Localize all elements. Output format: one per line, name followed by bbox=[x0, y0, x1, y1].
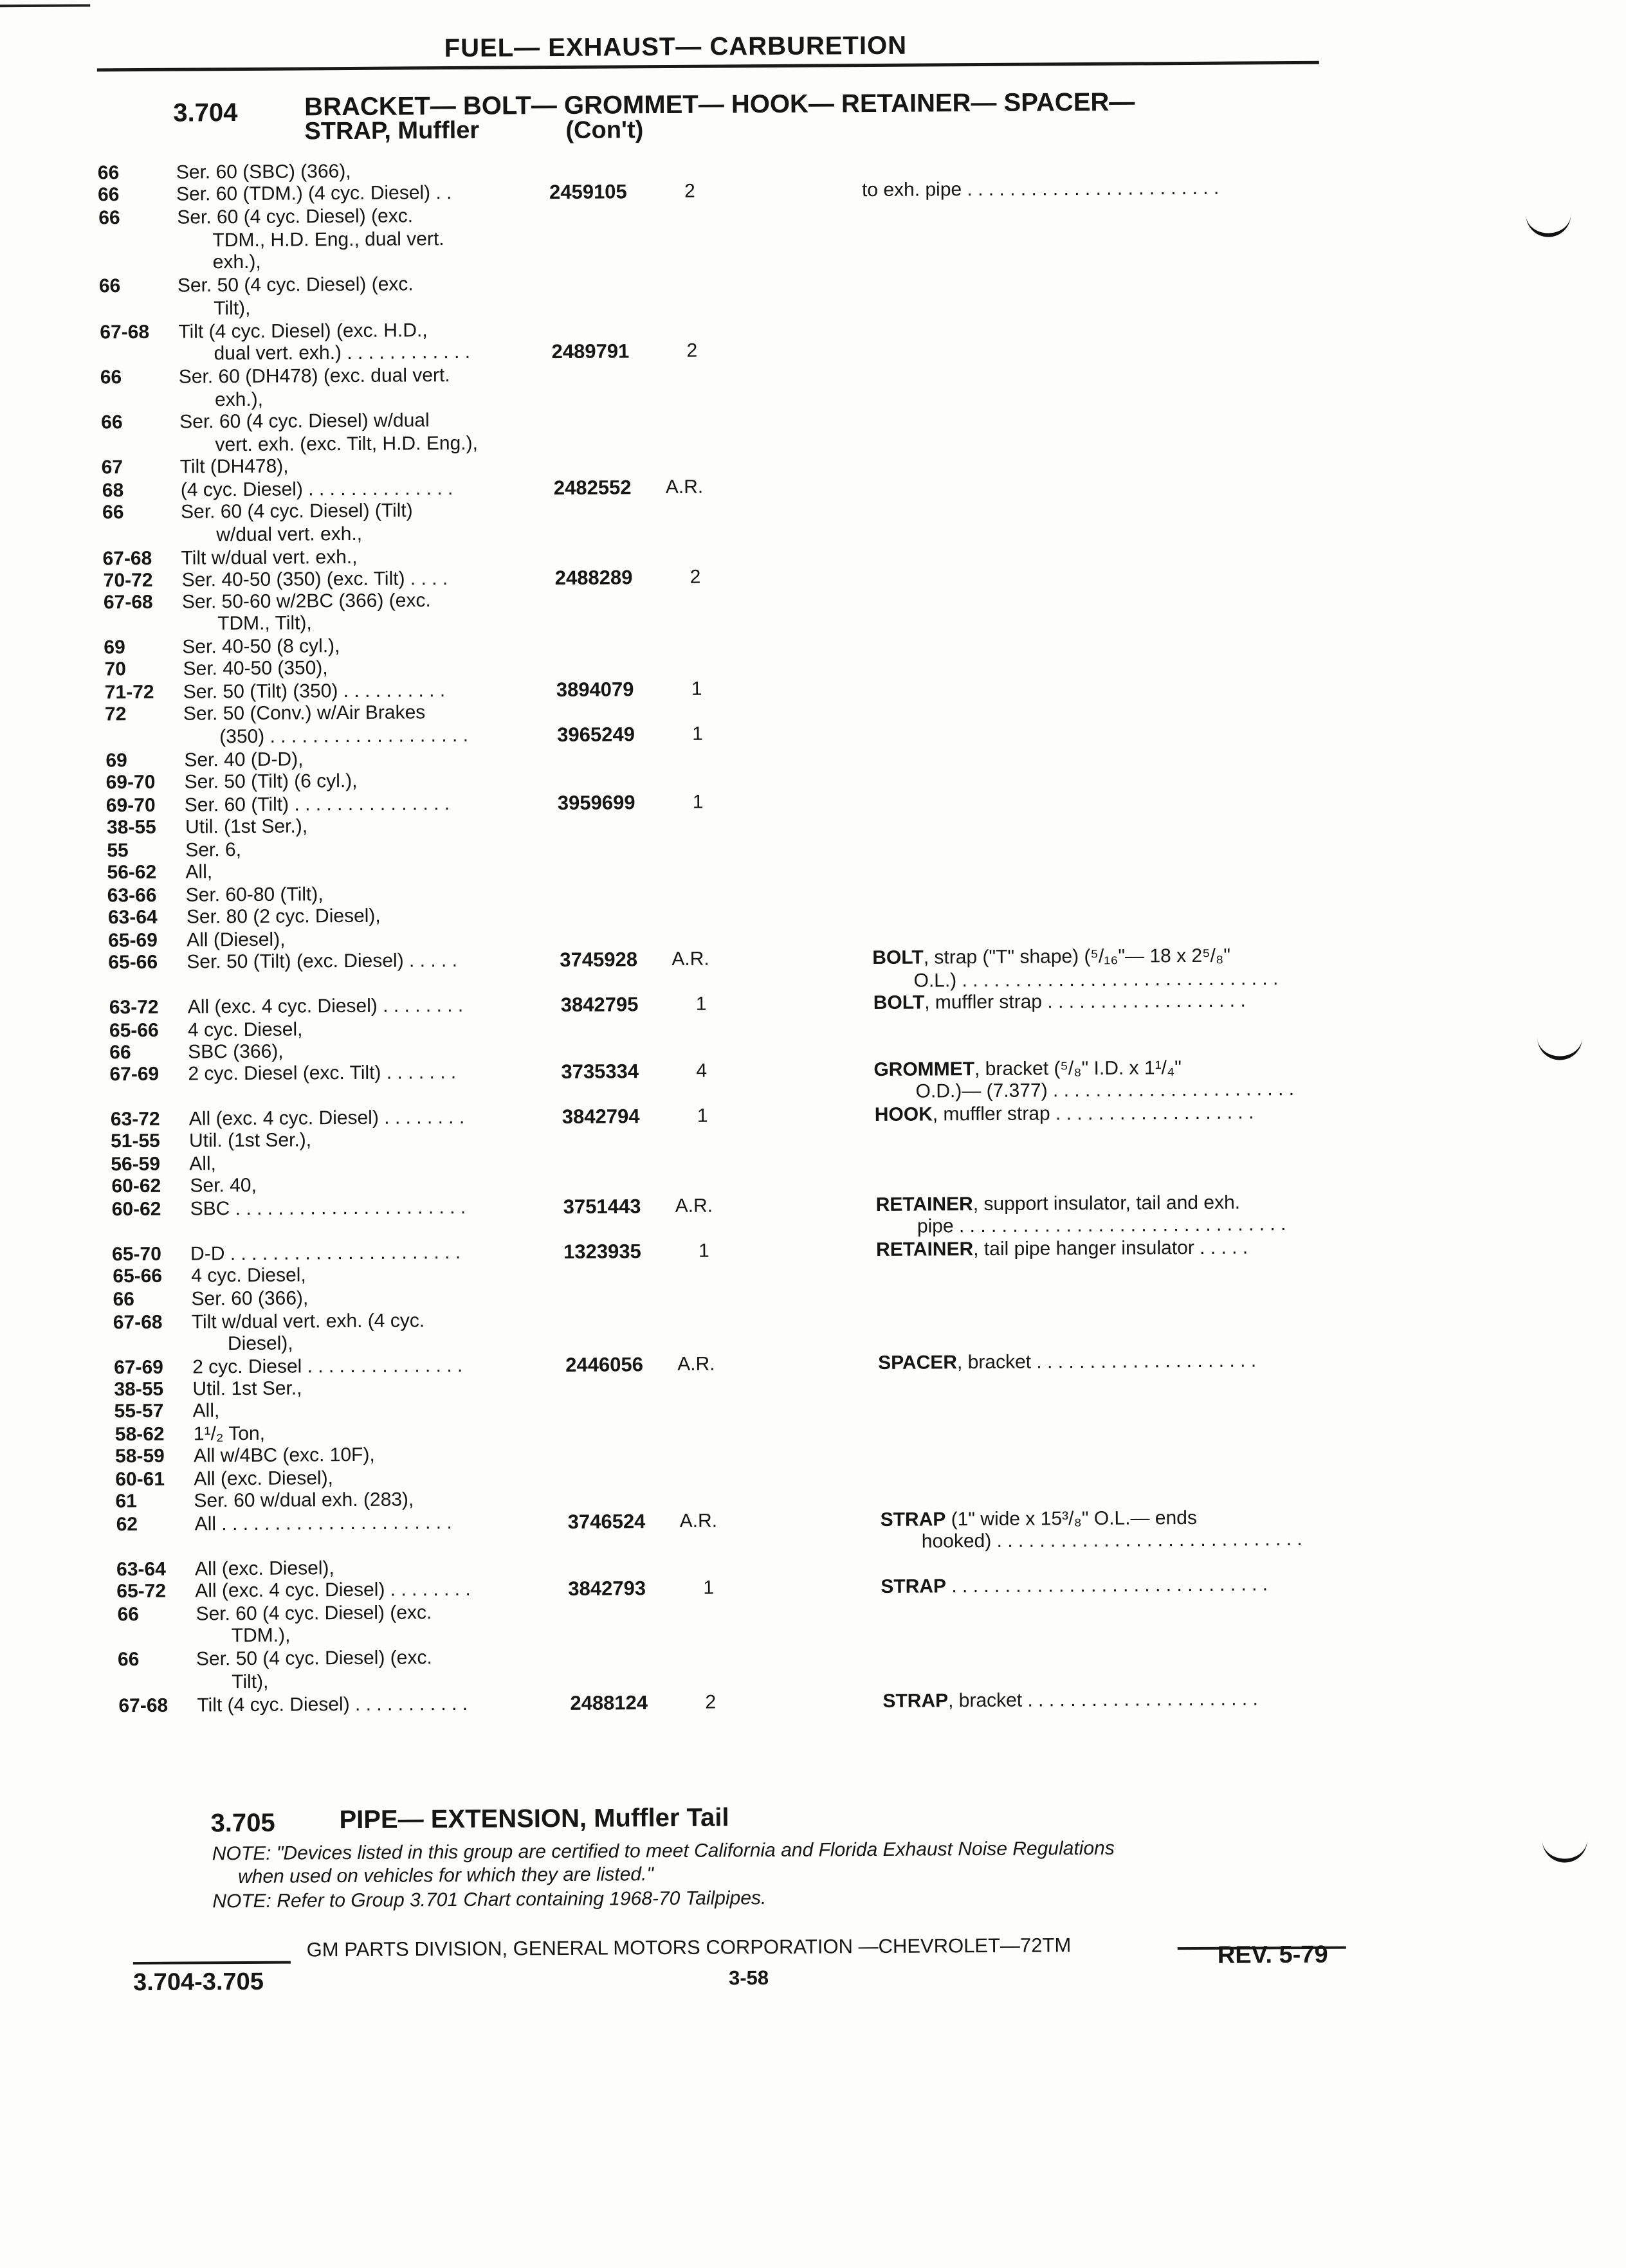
group-continued: (Con't) bbox=[565, 116, 644, 144]
application: Ser. 60 (Tilt) . . . . . . . . . . . . . . . bbox=[184, 793, 450, 816]
model-year: 67 bbox=[101, 457, 123, 478]
model-year: 66 bbox=[97, 162, 120, 184]
application: w/dual vert. exh., bbox=[216, 523, 363, 546]
model-year: 67-68 bbox=[118, 1694, 169, 1717]
application: Tilt w/dual vert. exh. (4 cyc. bbox=[191, 1310, 425, 1333]
footer-page-number: 3-58 bbox=[728, 1966, 769, 1990]
group-title-line1: BRACKET— BOLT— GROMMET— HOOK— RETAINER— SPACER— bbox=[304, 87, 1135, 122]
model-year: 67-68 bbox=[102, 547, 152, 570]
quantity: A.R. bbox=[671, 948, 709, 970]
application: Diesel), bbox=[227, 1332, 293, 1355]
application: (4 cyc. Diesel) . . . . . . . . . . . . . . bbox=[180, 478, 453, 501]
part-number: 3746524 bbox=[567, 1510, 646, 1533]
model-year: 65-70 bbox=[112, 1243, 161, 1266]
description: to exh. pipe . . . . . . . . . . . . . . . . . . . . . . . . bbox=[861, 177, 1220, 201]
application: Tilt (4 cyc. Diesel) . . . . . . . . . . . bbox=[197, 1692, 468, 1716]
model-year: 65-66 bbox=[113, 1265, 163, 1287]
application: Ser. 50 (4 cyc. Diesel) (exc. bbox=[177, 273, 414, 296]
model-year: 67-68 bbox=[100, 321, 150, 343]
model-year: 60-62 bbox=[111, 1198, 161, 1220]
part-number: 1323935 bbox=[563, 1240, 641, 1263]
model-year: 60-62 bbox=[111, 1175, 161, 1197]
model-year: 63-64 bbox=[116, 1558, 166, 1581]
application: 2 cyc. Diesel (exc. Tilt) . . . . . . . bbox=[188, 1062, 457, 1085]
group-title-3705: PIPE— EXTENSION, Muffler Tail bbox=[339, 1803, 729, 1835]
application: Tilt), bbox=[232, 1671, 269, 1693]
model-year: 58-62 bbox=[114, 1423, 165, 1446]
part-number: 3745928 bbox=[560, 948, 638, 972]
model-year: 63-66 bbox=[107, 884, 157, 907]
part-number: 2489791 bbox=[551, 340, 630, 363]
application: SBC (366), bbox=[188, 1040, 284, 1063]
application: Ser. 50 (Tilt) (exc. Diesel) . . . . . bbox=[187, 949, 458, 973]
quantity: 2 bbox=[684, 180, 695, 202]
quantity: 1 bbox=[692, 723, 703, 745]
description: STRAP (1" wide x 15³/₈" O.L.— ends bbox=[880, 1507, 1198, 1530]
application: D-D . . . . . . . . . . . . . . . . . . . . . . bbox=[190, 1241, 461, 1265]
model-year: 63-72 bbox=[110, 1108, 160, 1130]
part-number: 2459105 bbox=[549, 180, 627, 204]
punch-hole-mark bbox=[1526, 213, 1571, 237]
model-year: 66 bbox=[97, 184, 120, 206]
description: STRAP . . . . . . . . . . . . . . . . . . . . . . . . . . . . . . bbox=[881, 1574, 1268, 1597]
application: SBC . . . . . . . . . . . . . . . . . . . . . . bbox=[190, 1196, 466, 1220]
application: All, bbox=[192, 1400, 220, 1422]
part-number: 2446056 bbox=[565, 1353, 643, 1376]
application: Ser. 60-80 (Tilt), bbox=[185, 884, 324, 906]
application: vert. exh. (exc. Tilt, H.D. Eng.), bbox=[215, 432, 478, 456]
part-number: 3751443 bbox=[563, 1195, 641, 1218]
application: All (exc. 4 cyc. Diesel) . . . . . . . . bbox=[195, 1578, 471, 1602]
model-year: 60-61 bbox=[115, 1468, 165, 1491]
group-number-3705: 3.705 bbox=[210, 1808, 275, 1838]
application: exh.), bbox=[212, 251, 261, 273]
application: All (exc. Diesel), bbox=[194, 1467, 334, 1490]
application: Ser. 40-50 (8 cyl.), bbox=[182, 635, 340, 658]
description: HOOK, muffler strap . . . . . . . . . . . . . . . . . . . bbox=[874, 1102, 1254, 1126]
description: RETAINER, tail pipe hanger insulator . . . . . bbox=[876, 1237, 1248, 1261]
application: TDM.), bbox=[231, 1624, 291, 1647]
quantity: 1 bbox=[703, 1577, 715, 1599]
model-year: 67-69 bbox=[114, 1356, 164, 1379]
application: All (Diesel), bbox=[187, 929, 286, 951]
model-year: 66 bbox=[117, 1649, 140, 1671]
punch-hole-mark bbox=[1542, 1839, 1587, 1862]
quantity: 2 bbox=[705, 1691, 717, 1713]
part-number: 3965249 bbox=[557, 723, 635, 747]
model-year: 67-68 bbox=[113, 1311, 163, 1334]
application: Ser. 60 w/dual exh. (283), bbox=[194, 1489, 414, 1512]
model-year: 67-69 bbox=[109, 1063, 160, 1085]
application: Ser. 60 (366), bbox=[191, 1287, 309, 1310]
application: Ser. 60 (DH478) (exc. dual vert. bbox=[178, 365, 450, 388]
application: Ser. 80 (2 cyc. Diesel), bbox=[186, 905, 381, 928]
model-year: 70-72 bbox=[103, 569, 153, 592]
note-tailpipe-chart: NOTE: Refer to Group 3.701 Chart containing 1968-70 Tailpipes. bbox=[212, 1887, 767, 1912]
model-year: 66 bbox=[98, 275, 121, 297]
model-year: 69-70 bbox=[105, 794, 156, 817]
quantity: 1 bbox=[697, 1105, 708, 1127]
model-year: 70 bbox=[104, 658, 127, 680]
model-year: 66 bbox=[109, 1042, 131, 1064]
application: All, bbox=[189, 1153, 217, 1175]
model-year: 65-69 bbox=[108, 929, 158, 952]
model-year: 38-55 bbox=[106, 816, 156, 839]
application: Ser. 40, bbox=[190, 1174, 257, 1197]
quantity: 2 bbox=[686, 340, 698, 361]
application: Ser. 60 (TDM.) (4 cyc. Diesel) . . bbox=[176, 182, 452, 205]
description: BOLT, muffler strap . . . . . . . . . . . . . . . . . . . bbox=[873, 990, 1246, 1014]
application: TDM., H.D. Eng., dual vert. bbox=[212, 228, 444, 251]
quantity: 4 bbox=[696, 1060, 708, 1082]
footer-publisher: GM PARTS DIVISION, GENERAL MOTORS CORPORATION —CHEVROLET—72TM bbox=[306, 1934, 1072, 1961]
note-noise-regulations: NOTE: "Devices listed in this group are certified to meet California and Florida Exhaust Noise Regulations bbox=[212, 1837, 1115, 1865]
model-year: 38-55 bbox=[114, 1378, 164, 1401]
model-year: 51-55 bbox=[110, 1130, 160, 1152]
application: Tilt (DH478), bbox=[179, 455, 289, 478]
model-year: 69 bbox=[105, 750, 127, 772]
quantity: 1 bbox=[692, 791, 704, 813]
part-number: 3842794 bbox=[562, 1105, 640, 1128]
application: Ser. 60 (4 cyc. Diesel) w/dual bbox=[179, 410, 430, 433]
application: exh.), bbox=[214, 388, 264, 411]
application: All . . . . . . . . . . . . . . . . . . . . . . bbox=[194, 1512, 452, 1535]
application: Ser. 60 (4 cyc. Diesel) (Tilt) bbox=[180, 500, 413, 523]
description: GROMMET, bracket (⁵/₈" I.D. x 1¹/₄" bbox=[873, 1057, 1182, 1081]
description: pipe . . . . . . . . . . . . . . . . . . . . . . . . . . . . . . . bbox=[917, 1213, 1286, 1237]
model-year: 69-70 bbox=[105, 771, 156, 794]
model-year: 66 bbox=[113, 1289, 135, 1311]
page-header: FUEL— EXHAUST— CARBURETION bbox=[444, 31, 908, 63]
application: Ser. 50 (4 cyc. Diesel) (exc. bbox=[196, 1647, 432, 1670]
application: 1¹/₂ Ton, bbox=[193, 1422, 266, 1445]
model-year: 55 bbox=[107, 840, 129, 862]
part-number: 3735334 bbox=[561, 1060, 639, 1084]
model-year: 72 bbox=[104, 703, 127, 725]
quantity: 1 bbox=[695, 993, 707, 1015]
application: All, bbox=[185, 861, 213, 883]
application: Ser. 60 (4 cyc. Diesel) (exc. bbox=[177, 205, 414, 228]
part-number: 2488124 bbox=[570, 1691, 648, 1714]
application: Tilt (4 cyc. Diesel) (exc. H.D., bbox=[178, 320, 428, 343]
application: Ser. 50-60 w/2BC (366) (exc. bbox=[181, 590, 431, 613]
description: STRAP, bracket . . . . . . . . . . . . . . . . . . . . . . bbox=[882, 1688, 1258, 1712]
model-year: 63-64 bbox=[107, 906, 158, 929]
quantity: A.R. bbox=[677, 1353, 715, 1375]
application: Tilt w/dual vert. exh., bbox=[181, 546, 358, 569]
description: O.L.) . . . . . . . . . . . . . . . . . . . . . . . . . . . . . . bbox=[913, 968, 1279, 992]
model-year: 61 bbox=[115, 1491, 137, 1512]
top-edge-rule bbox=[0, 4, 90, 7]
footer-group-range: 3.704-3.705 bbox=[132, 1968, 264, 1997]
quantity: 1 bbox=[699, 1240, 709, 1262]
application: Util. (1st Ser.), bbox=[185, 815, 308, 838]
group-title-line2: STRAP, Muffler bbox=[304, 116, 480, 145]
application: 4 cyc. Diesel, bbox=[191, 1264, 306, 1287]
application: TDM., Tilt), bbox=[217, 612, 312, 635]
application: Util. 1st Ser., bbox=[192, 1377, 302, 1400]
description: hooked) . . . . . . . . . . . . . . . . . . . . . . . . . . . . . bbox=[921, 1528, 1302, 1552]
application: 2 cyc. Diesel . . . . . . . . . . . . . . . bbox=[192, 1354, 463, 1378]
quantity: 2 bbox=[690, 566, 701, 588]
application: All (exc. 4 cyc. Diesel) . . . . . . . . bbox=[187, 994, 464, 1018]
model-year: 65-66 bbox=[108, 951, 158, 974]
model-year: 55-57 bbox=[114, 1400, 164, 1422]
part-number: 2482552 bbox=[553, 476, 632, 500]
application: Util. (1st Ser.), bbox=[188, 1129, 312, 1152]
application: Ser. 40 (D-D), bbox=[184, 748, 304, 771]
application: Ser. 50 (Tilt) (350) . . . . . . . . . . bbox=[183, 680, 446, 703]
footer-rule-left bbox=[133, 1961, 291, 1964]
quantity: A.R. bbox=[665, 476, 704, 498]
description: SPACER, bracket . . . . . . . . . . . . . . . . . . . . . bbox=[878, 1350, 1257, 1374]
note-noise-regulations-cont: when used on vehicles for which they are listed." bbox=[237, 1864, 654, 1888]
punch-hole-mark bbox=[1537, 1037, 1582, 1060]
application: 4 cyc. Diesel, bbox=[187, 1019, 303, 1041]
model-year: 67-68 bbox=[103, 591, 153, 613]
part-number: 3894079 bbox=[556, 678, 634, 702]
application: All w/4BC (exc. 10F), bbox=[193, 1444, 375, 1467]
model-year: 66 bbox=[98, 207, 120, 229]
description: O.D.)— (7.377) . . . . . . . . . . . . . . . . . . . . . . . bbox=[915, 1078, 1295, 1102]
model-year: 56-62 bbox=[107, 861, 157, 884]
application: Ser. 60 (4 cyc. Diesel) (exc. bbox=[196, 1602, 432, 1625]
model-year: 71-72 bbox=[104, 681, 154, 703]
model-year: 65-66 bbox=[109, 1019, 159, 1042]
part-number: 3959699 bbox=[557, 791, 635, 815]
part-number: 2488289 bbox=[554, 566, 633, 590]
model-year: 58-59 bbox=[114, 1445, 165, 1467]
footer-revision: REV. 5-79 bbox=[1217, 1941, 1328, 1969]
model-year: 62 bbox=[116, 1514, 138, 1536]
header-rule bbox=[97, 61, 1319, 72]
model-year: 65-72 bbox=[116, 1580, 167, 1602]
quantity: A.R. bbox=[675, 1195, 713, 1217]
model-year: 69 bbox=[104, 637, 125, 658]
application: Ser. 6, bbox=[185, 839, 242, 861]
model-year: 66 bbox=[100, 367, 122, 388]
application: Tilt), bbox=[214, 297, 251, 320]
model-year: 66 bbox=[117, 1604, 140, 1626]
model-year: 68 bbox=[102, 480, 124, 502]
model-year: 66 bbox=[102, 502, 124, 523]
application: Ser. 50 (Conv.) w/Air Brakes bbox=[183, 702, 426, 725]
description: BOLT, strap ("T" shape) (⁵/₁₆"— 18 x 2⁵/₈" bbox=[872, 945, 1231, 969]
quantity: 1 bbox=[691, 678, 702, 700]
model-year: 66 bbox=[101, 412, 123, 433]
part-number: 3842793 bbox=[568, 1577, 646, 1600]
application: dual vert. exh.) . . . . . . . . . . . . bbox=[214, 341, 471, 365]
application: Ser. 40-50 (350), bbox=[183, 657, 328, 680]
model-year: 63-72 bbox=[109, 996, 159, 1019]
part-number: 3842795 bbox=[560, 993, 639, 1017]
application: (350) . . . . . . . . . . . . . . . . . . . bbox=[219, 724, 469, 748]
model-year: 56-59 bbox=[111, 1153, 161, 1175]
application: Ser. 50 (Tilt) (6 cyl.), bbox=[184, 770, 358, 793]
group-number: 3.704 bbox=[173, 98, 238, 127]
application: All (exc. 4 cyc. Diesel) . . . . . . . . bbox=[188, 1106, 465, 1130]
application: Ser. 60 (SBC) (366), bbox=[176, 160, 351, 183]
quantity: A.R. bbox=[679, 1510, 718, 1532]
description: RETAINER, support insulator, tail and exh. bbox=[875, 1192, 1241, 1216]
application: All (exc. Diesel), bbox=[195, 1557, 334, 1580]
application: Ser. 40-50 (350) (exc. Tilt) . . . . bbox=[181, 568, 448, 591]
